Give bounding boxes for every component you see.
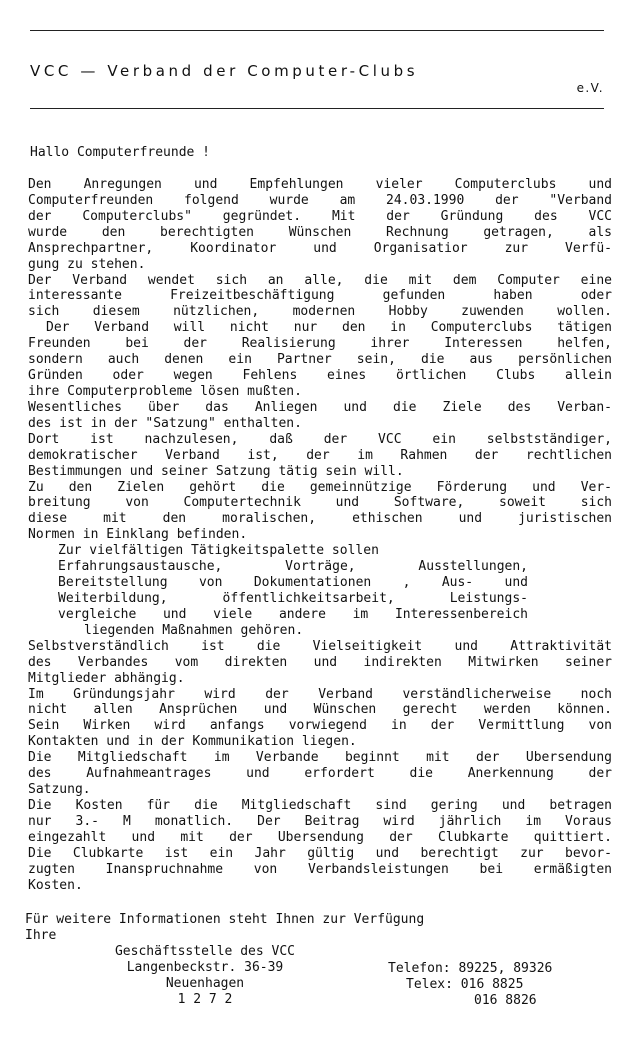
closing-line: Für weitere Informationen steht Ihnen zur Verfügung	[25, 912, 425, 927]
body-line: Kontakten und in der Kommunikation liegen.	[28, 734, 357, 750]
body-line: Die Kosten für die Mitgliedschaft sind gering und betragen	[28, 797, 612, 813]
body-line: gung zu stehen.	[28, 256, 146, 272]
body-line: sich diesem nützlichen, modernen Hobby zuwenden wollen.	[28, 304, 612, 320]
body-line: nicht allen Ansprüchen und Wünschen gerecht werden können.	[28, 702, 612, 718]
body-line: Wesentliches über das Anliegen und die Ziele des Verban-	[28, 399, 612, 415]
body-line: Erfahrungsaustausche, Vorträge, Ausstellungen,	[58, 559, 528, 575]
body-line: des Verbandes vom direkten und indirekten Mitwirken seiner	[28, 654, 612, 670]
body-line: Ansprechpartner, Koordinator und Organisatior zur Verfü-	[28, 240, 612, 256]
body-line: vergleiche und viele andere im Interessenbereich	[58, 606, 528, 622]
body-line: der Computerclubs" gegründet. Mit der Gründung des VCC	[28, 208, 612, 224]
body-line: Freunden bei der Realisierung ihrer Interessen helfen,	[28, 336, 612, 352]
body-line: Die Clubkarte ist ein Jahr gültig und berechtigt zur bevor-	[28, 845, 612, 861]
body-line: liegenden Maßnahmen gehören.	[84, 622, 304, 638]
body-line: Sein Wirken wird anfangs vorwiegend in der Vermittlung von	[28, 718, 612, 734]
body-line: Die Mitgliedschaft im Verbande beginnt mit der Übersendung	[28, 750, 612, 766]
body-line: ihre Computerprobleme lösen mußten.	[28, 383, 302, 399]
letterhead-suffix: e.V.	[576, 81, 604, 95]
body-line: Bestimmungen und seiner Satzung tätig sein will.	[28, 463, 404, 479]
letter-body	[28, 177, 612, 893]
address-city: Neuenhagen	[165, 976, 245, 991]
body-line: Mitglieder abhängig.	[28, 670, 185, 686]
body-line: breitung von Computertechnik und Software, soweit sich	[28, 495, 612, 511]
body-line: Zu den Zielen gehört die gemeinnützige Förderung und Ver-	[28, 479, 612, 495]
address-postcode: 1 2 7 2	[177, 992, 233, 1007]
body-line: nur 3.- M monatlich. Der Beitrag wird jährlich im Voraus	[28, 813, 612, 829]
body-line: sondern auch denen ein Partner sein, die aus persönlichen	[28, 352, 612, 368]
body-line: Bereitstellung von Dokumentationen , Aus- und	[58, 575, 528, 591]
body-line: des ist in der "Satzung" enthalten.	[28, 415, 302, 431]
body-line: Gründen oder wegen Fehlens eines örtlichen Clubs allein	[28, 368, 612, 384]
bottom-rule	[30, 108, 604, 109]
body-line: Satzung.	[28, 782, 91, 798]
body-line: Kosten.	[28, 877, 83, 893]
address-block	[70, 944, 340, 1008]
body-line: Selbstverständlich ist die Vielseitigkeit und Attraktivität	[28, 638, 612, 654]
address-org: Geschäftsstelle des VCC	[114, 944, 295, 959]
address-street: Langenbeckstr. 36-39	[126, 960, 284, 975]
greeting: Hallo Computerfreunde !	[30, 145, 211, 160]
body-line: Der Verband will nicht nur den in Computerclubs tätigen	[46, 320, 612, 336]
body-line: Der Verband wendet sich an alle, die mit dem Computer eine	[28, 272, 612, 288]
telex-line: Telex: 016 8825	[406, 977, 524, 992]
body-line: Dort ist nachzulesen, daß der VCC ein selbstständiger,	[28, 431, 612, 447]
telefon-line: Telefon: 89225, 89326	[388, 961, 553, 976]
body-line: Den Anregungen und Empfehlungen vieler Computerclubs und	[28, 177, 612, 192]
letterhead-title: VCC — Verband der Computer-Clubs	[30, 62, 419, 80]
contact-block	[388, 961, 552, 1009]
body-line: diese mit den moralischen, ethischen und juristischen	[28, 511, 612, 527]
body-line: Normen in Einklang befinden.	[28, 527, 248, 543]
body-line: wurde den berechtigten Wünschen Rechnung getragen, als	[28, 224, 612, 240]
body-line: zugten Inanspruchnahme von Verbandsleistungen bei ermäßigten	[28, 861, 612, 877]
closing-signoff: Ihre	[25, 928, 57, 943]
telex-line-2: 016 8826	[474, 993, 537, 1008]
top-rule	[30, 30, 604, 31]
body-line: eingezahlt und mit der Übersendung der Clubkarte quittiert.	[28, 829, 612, 845]
body-line: des Aufnahmeantrages und erfordert die Anerkennung der	[28, 766, 612, 782]
body-line: Im Gründungsjahr wird der Verband verständlicherweise noch	[28, 686, 612, 702]
body-line: Computerfreunden folgend wurde am 24.03.1990 der "Verband	[28, 192, 612, 208]
body-line: Weiterbildung, öffentlichkeitsarbeit, Leistungs-	[58, 590, 528, 606]
body-line: interessante Freizeitbeschäftigung gefunden haben oder	[28, 288, 612, 304]
body-line: demokratischer Verband ist, der im Rahmen der rechtlichen	[28, 447, 612, 463]
body-line: Zur vielfältigen Tätigkeitspalette sollen	[58, 543, 379, 559]
